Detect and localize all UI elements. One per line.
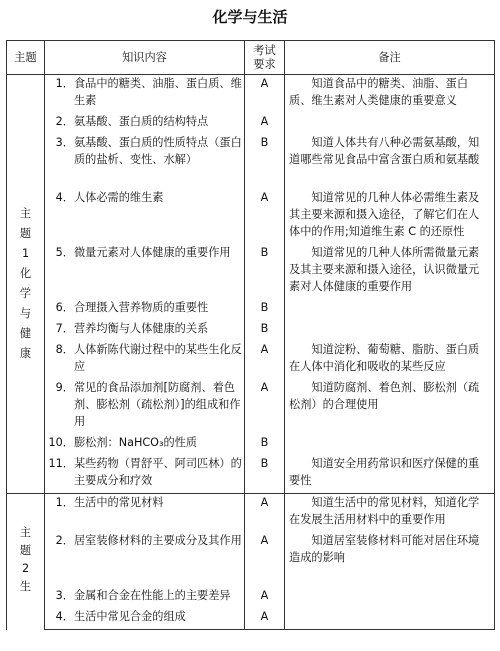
content-item bbox=[45, 379, 244, 434]
requirement-cell bbox=[245, 75, 285, 494]
content-item bbox=[45, 587, 244, 608]
item-number: 2． bbox=[45, 115, 74, 128]
topic-cell bbox=[7, 75, 45, 494]
requirement-value: B bbox=[260, 301, 269, 314]
content-item bbox=[45, 608, 244, 629]
content-item bbox=[45, 134, 244, 189]
note-text bbox=[285, 113, 494, 134]
requirement-value: B bbox=[260, 136, 269, 149]
topic-row bbox=[7, 494, 495, 630]
item-number: 8． bbox=[45, 343, 74, 356]
requirement-value: B bbox=[260, 322, 269, 335]
note-text: 知道人体共有八种必需氨基酸，知道哪些常见食品中富含蛋白质和氨基酸 bbox=[289, 136, 480, 166]
item-number: 5． bbox=[45, 246, 74, 259]
content-item bbox=[45, 113, 244, 134]
content-item bbox=[45, 320, 244, 341]
item-text: 食品中的糖类、油脂、蛋白质、维生素 bbox=[73, 77, 242, 107]
item-number: 3． bbox=[45, 589, 74, 602]
requirement-value: A bbox=[260, 381, 269, 394]
item-text: 生活中的常见材料 bbox=[73, 496, 164, 509]
item-number: 4． bbox=[45, 191, 74, 204]
note-text bbox=[285, 587, 494, 608]
requirement-value: A bbox=[260, 343, 269, 356]
content-item bbox=[45, 244, 244, 299]
requirement-value: A bbox=[260, 589, 269, 602]
topic-row bbox=[7, 75, 495, 494]
requirement-value: A bbox=[260, 191, 269, 204]
content-item bbox=[45, 341, 244, 379]
knowledge-table bbox=[6, 40, 495, 630]
note-text: 知道安全用药常识和医疗保健的重要性 bbox=[289, 457, 480, 487]
item-number: 9． bbox=[45, 381, 74, 394]
note-text: 知道常见的几种人体所需微量元素及其主要来源和摄入途径，认识微量元素对人体健康的重要作用 bbox=[289, 246, 480, 293]
requirement-value: B bbox=[260, 457, 269, 470]
topic-cell bbox=[7, 494, 45, 630]
content-item bbox=[45, 299, 244, 320]
requirement-value: A bbox=[260, 534, 269, 547]
item-text: 金属和合金在性能上的主要差异 bbox=[73, 589, 231, 602]
item-number: 3． bbox=[45, 136, 74, 149]
requirement-value: A bbox=[260, 610, 269, 623]
note-text: 知道生活中的常见材料，知道化学在发展生活用材料中的重要作用 bbox=[289, 496, 480, 526]
content-item bbox=[45, 75, 244, 113]
item-number: 11． bbox=[45, 457, 74, 470]
content-item bbox=[45, 189, 244, 244]
note-text bbox=[285, 320, 494, 341]
content-item bbox=[45, 532, 244, 587]
note-text: 知道防腐剂、着色剂、膨松剂（疏松剂）的合理使用 bbox=[289, 381, 480, 411]
header-topic: 主题 bbox=[7, 41, 45, 75]
item-text: 常见的食品添加剂[防腐剂、着色剂、膨松剂（疏松剂）]的组成和作用 bbox=[73, 381, 241, 428]
requirement-value: A bbox=[260, 77, 269, 90]
item-number: 2． bbox=[45, 534, 74, 547]
note-text bbox=[285, 608, 494, 629]
item-text: 氨基酸、蛋白质的性质特点（蛋白质的盐析、变性、水解） bbox=[73, 136, 242, 166]
content-item bbox=[45, 494, 244, 532]
note-cell bbox=[285, 75, 495, 494]
item-text: 人体必需的维生素 bbox=[73, 191, 164, 204]
item-number: 4． bbox=[45, 610, 74, 623]
item-text: 合理摄入营养物质的重要性 bbox=[73, 301, 209, 314]
item-text: 人体新陈代谢过程中的某些生化反应 bbox=[73, 343, 242, 373]
note-text: 知道食品中的糖类、油脂、蛋白质、维生素对人类健康的重要意义 bbox=[289, 77, 469, 107]
content-item bbox=[45, 455, 244, 493]
item-text: 氨基酸、蛋白质的结构特点 bbox=[73, 115, 209, 128]
header-note: 备注 bbox=[285, 41, 495, 75]
item-text: 膨松剂：NaHCO₃的性质 bbox=[73, 436, 198, 449]
requirement-value: B bbox=[260, 246, 269, 259]
requirement-value: A bbox=[260, 496, 269, 509]
topic-label: 主题2生 bbox=[19, 526, 32, 593]
content-item bbox=[45, 434, 244, 455]
requirement-value: A bbox=[260, 115, 269, 128]
item-number: 10． bbox=[45, 436, 74, 449]
table-header-row bbox=[7, 41, 495, 75]
content-cell bbox=[45, 75, 245, 494]
item-number: 1． bbox=[45, 77, 74, 90]
item-text: 生活中常见合金的组成 bbox=[73, 610, 186, 623]
header-content: 知识内容 bbox=[45, 41, 245, 75]
note-text bbox=[285, 434, 494, 455]
item-number: 7． bbox=[45, 322, 74, 335]
item-text: 营养均衡与人体健康的关系 bbox=[73, 322, 209, 335]
item-text: 某些药物（胃舒平、阿司匹林）的主要成分和疗效 bbox=[73, 457, 242, 487]
topic-label: 主题1化学与健康 bbox=[19, 207, 32, 360]
content-cell bbox=[45, 494, 245, 630]
page-title: 化学与生活 bbox=[212, 8, 288, 26]
note-text: 知道淀粉、葡萄糖、脂肪、蛋白质在人体中消化和吸收的某些反应 bbox=[289, 343, 480, 373]
header-requirement: 考试 要求 bbox=[245, 41, 285, 75]
requirement-value: B bbox=[260, 436, 269, 449]
note-text: 知道常见的几种人体必需维生素及其主要来源和摄入途径，了解它们在人体中的作用;知道维生素 C 的还原性 bbox=[289, 191, 480, 238]
note-text: 知道居室装修材料可能对居住环境造成的影响 bbox=[289, 534, 480, 564]
note-cell bbox=[285, 494, 495, 630]
item-text: 居室装修材料的主要成分及其作用 bbox=[73, 534, 242, 547]
item-number: 6． bbox=[45, 301, 74, 314]
item-number: 1． bbox=[45, 496, 74, 509]
item-text: 微量元素对人体健康的重要作用 bbox=[73, 246, 231, 259]
requirement-cell bbox=[245, 494, 285, 630]
note-text bbox=[285, 299, 494, 320]
